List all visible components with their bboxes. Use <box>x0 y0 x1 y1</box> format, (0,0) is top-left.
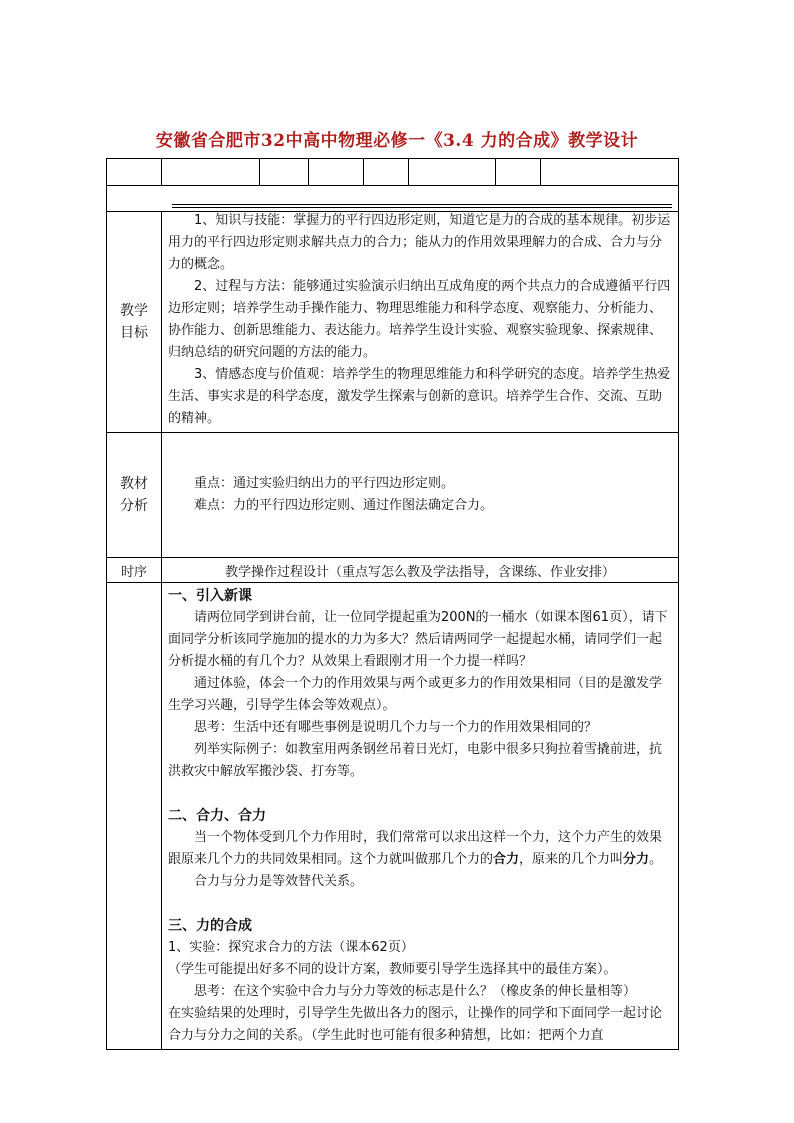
header-cell <box>162 159 260 186</box>
section-heading: 三、力的合成 <box>168 918 252 934</box>
paragraph: 请两位同学到讲台前，让一位同学提起重为200N的一桶水（如课本图61页），请下面同学分析该同学施加的提水的力为多大？然后请两同学一起提起水桶，请同学们一起分析提水桶的有几个力？从效果上看跟刚才用一个力提一样吗？ <box>168 610 668 669</box>
double-rule <box>172 204 672 208</box>
header-cell <box>541 159 679 186</box>
process-header: 教学操作过程设计（重点写怎么教及学法指导，含课练、作业安排） <box>162 558 679 583</box>
document-title: 安徽省合肥市32中高中物理必修一《3.4 力的合成》教学设计 <box>155 131 639 151</box>
header-cell <box>107 159 162 186</box>
objectives-row <box>107 212 679 433</box>
objective-knowledge: 1、知识与技能：掌握力的平行四边形定则，知道它是力的合成的基本规律。初步运用力的平行四边形定则求解共点力的合力；能从力的作用效果理解力的合成、合力与分力的概念。 <box>168 213 671 272</box>
paragraph: （学生可能提出好多不同的设计方案，教师要引导学生选择其中的最佳方案）。 <box>168 962 617 977</box>
paragraph: 思考：生活中还有哪些事例是说明几个力与一个力的作用效果相同的？ <box>194 720 598 735</box>
objective-attitude: 3、情感态度与价值观：培养学生的物理思维能力和科学研究的态度。培养学生热爱生活、事实求是的科学态度，激发学生探索与创新的意识。培养学生合作、交流、互助的精神。 <box>168 367 671 426</box>
header-cell <box>409 159 496 186</box>
sequence-cell <box>107 583 162 1050</box>
key-point: 重点：通过实验归纳出力的平行四边形定则。 <box>194 476 455 491</box>
process-content <box>162 583 679 1050</box>
sequence-label: 时序 <box>107 558 162 583</box>
section-heading: 二、合力、合力 <box>168 808 266 824</box>
header-cell <box>260 159 309 186</box>
analysis-content <box>162 433 679 558</box>
paragraph: 通过体验，体会一个力的作用效果与两个或更多力的作用效果相同（目的是激发学生学习兴趣，引导学生体会等效观点）。 <box>168 676 663 713</box>
paragraph: 思考：在这个实验中合力与分力等效的标志是什么？（橡皮条的伸长量相等） <box>194 984 637 999</box>
sequence-header-row <box>107 558 679 583</box>
objectives-content <box>162 212 679 433</box>
objective-process: 2、过程与方法：能够通过实验演示归纳出互成角度的两个共点力的合成遵循平行四边形定则；培养学生动手操作能力、物理思维能力和科学态度、观察能力、分析能力、协作能力、创新思维能力、表达能力。培养学生设计实验、观察实验现象、探索规律、归纳总结的研究问题的方法的能力。 <box>168 279 671 360</box>
lesson-plan-table <box>106 158 679 1050</box>
section-heading: 一、引入新课 <box>168 588 252 604</box>
paragraph: 列举实际例子：如教室用两条钢丝吊着日光灯，电影中很多只狗拉着雪撬前进，抗洪救灾中解放军搬沙袋、打夯等。 <box>168 742 663 779</box>
component-term: 分力 <box>623 852 650 867</box>
paragraph: 当一个物体受到几个力作用时，我们常常可以求出这样一个力，这个力产生的效果跟原来几个力的共同效果相同。这个力就叫做那几个力的合力，原来的几个力叫分力。 <box>168 830 663 867</box>
paragraph: 合力与分力是等效替代关系。 <box>194 874 364 889</box>
process-row <box>107 583 679 1050</box>
header-info-row <box>107 159 679 186</box>
objectives-label: 教学 目标 <box>107 212 162 433</box>
analysis-row <box>107 433 679 558</box>
paragraph: 1、实验：探究求合力的方法（课本62页） <box>168 940 414 955</box>
header-cell <box>309 159 364 186</box>
header-cell <box>364 159 409 186</box>
difficult-point: 难点：力的平行四边形定则、通过作图法确定合力。 <box>194 498 494 513</box>
analysis-label: 教材 分析 <box>107 433 162 558</box>
header-cell <box>496 159 541 186</box>
resultant-term: 合力 <box>493 852 520 867</box>
paragraph: 在实验结果的处理时，引导学生先做出各力的图示，让操作的同学和下面同学一起讨论合力与分力之间的关系。（学生此时也可能有很多种猜想，比如：把两个力直 <box>168 1006 663 1043</box>
